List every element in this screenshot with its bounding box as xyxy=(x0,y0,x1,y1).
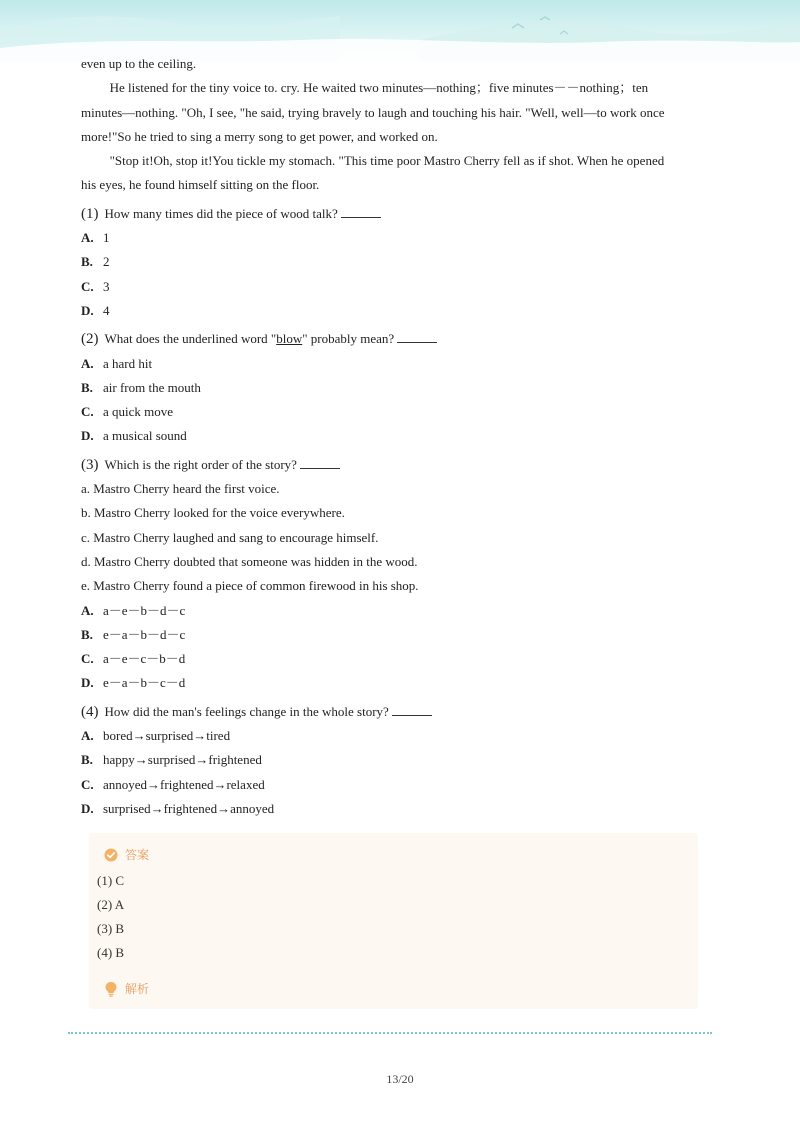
option-c[interactable]: C. 3 xyxy=(81,278,110,294)
question-1 xyxy=(81,202,676,226)
option-a[interactable]: A. 1 xyxy=(81,230,110,246)
analysis-heading-label: 解析 xyxy=(125,982,150,996)
page-number: 13/20 xyxy=(386,1072,414,1086)
answer-panel xyxy=(89,833,698,1009)
option-c[interactable]: C. a quick move xyxy=(81,404,174,420)
option-d[interactable]: D. a musical sound xyxy=(81,428,187,444)
question-2: (2) What does the underlined word "blow" probably mean? xyxy=(81,327,676,351)
question-text: Which is the right order of the story? xyxy=(104,456,297,472)
answer-blank xyxy=(341,207,381,218)
question-number: (4) xyxy=(81,703,99,720)
statement-e: e. Mastro Cherry found a piece of common firewood in his shop. xyxy=(81,578,419,594)
option-c[interactable]: C. annoyed→frightened→relaxed xyxy=(81,776,265,792)
statement-c: c. Mastro Cherry laughed and sang to encourage himself. xyxy=(81,529,379,545)
answer-heading-label: 答案 xyxy=(125,848,150,862)
option-d[interactable]: D. surprised→frightened→annoyed xyxy=(81,800,275,816)
answer-blank xyxy=(392,705,432,716)
question-3 xyxy=(81,453,676,477)
passage-paragraph: He listened for the tiny voice to. cry. He waited two minutes—nothing；five minutes－－nothing；ten minutes—nothing. "Oh, I see, "he said, trying bravely to laugh and touching his hair. "Well, well—to work once more!"So he tried to sing a merry song to get power, and worked on. xyxy=(81,80,665,144)
option-d[interactable]: D. 4 xyxy=(81,302,110,318)
answer-line: (4) B xyxy=(97,945,125,960)
analysis-heading[interactable] xyxy=(104,980,149,997)
answer-line: (2) A xyxy=(97,897,125,912)
answer-blank xyxy=(300,458,340,469)
passage-paragraph: even up to the ceiling. xyxy=(81,56,197,71)
question-number: (3) xyxy=(81,456,99,473)
option-b[interactable]: B. air from the mouth xyxy=(81,379,201,395)
question-number: (1) xyxy=(81,205,99,222)
answer-blank xyxy=(397,332,437,343)
question-text: How many times did the piece of wood talk? xyxy=(104,205,338,221)
option-b[interactable]: B. 2 xyxy=(81,254,110,270)
option-a[interactable]: A. a－e－b－d－c xyxy=(81,602,186,618)
option-b[interactable]: B. e－a－b－d－c xyxy=(81,626,186,642)
option-a[interactable]: A. bored→surprised→tired xyxy=(81,728,231,744)
option-a[interactable]: A. a hard hit xyxy=(81,355,153,371)
divider-dotted xyxy=(68,1032,712,1034)
answer-line: (3) B xyxy=(97,921,125,936)
answer-heading xyxy=(104,846,149,863)
option-d[interactable]: D. e－a－b－c－d xyxy=(81,675,186,691)
lightbulb-icon xyxy=(104,981,118,997)
check-circle-icon xyxy=(104,848,118,862)
statement-a: a. Mastro Cherry heard the first voice. xyxy=(81,481,280,497)
document-content xyxy=(81,52,676,821)
option-b[interactable]: B. happy→surprised→frightened xyxy=(81,752,262,768)
question-number: (2) xyxy=(81,331,99,348)
statement-d: d. Mastro Cherry doubted that someone was hidden in the wood. xyxy=(81,553,418,569)
option-c[interactable]: C. a－e－c－b－d xyxy=(81,651,186,667)
underlined-word: blow xyxy=(276,331,303,347)
question-4 xyxy=(81,700,676,724)
passage-paragraph: "Stop it!Oh, stop it!You tickle my stomach. "This time poor Mastro Cherry fell as if shot. When he opened his eyes, he found himself sitting on the floor. xyxy=(81,153,665,193)
statement-b: b. Mastro Cherry looked for the voice everywhere. xyxy=(81,505,345,521)
answer-line: (1) C xyxy=(97,873,125,888)
question-text: How did the man's feelings change in the whole story? xyxy=(104,703,389,719)
